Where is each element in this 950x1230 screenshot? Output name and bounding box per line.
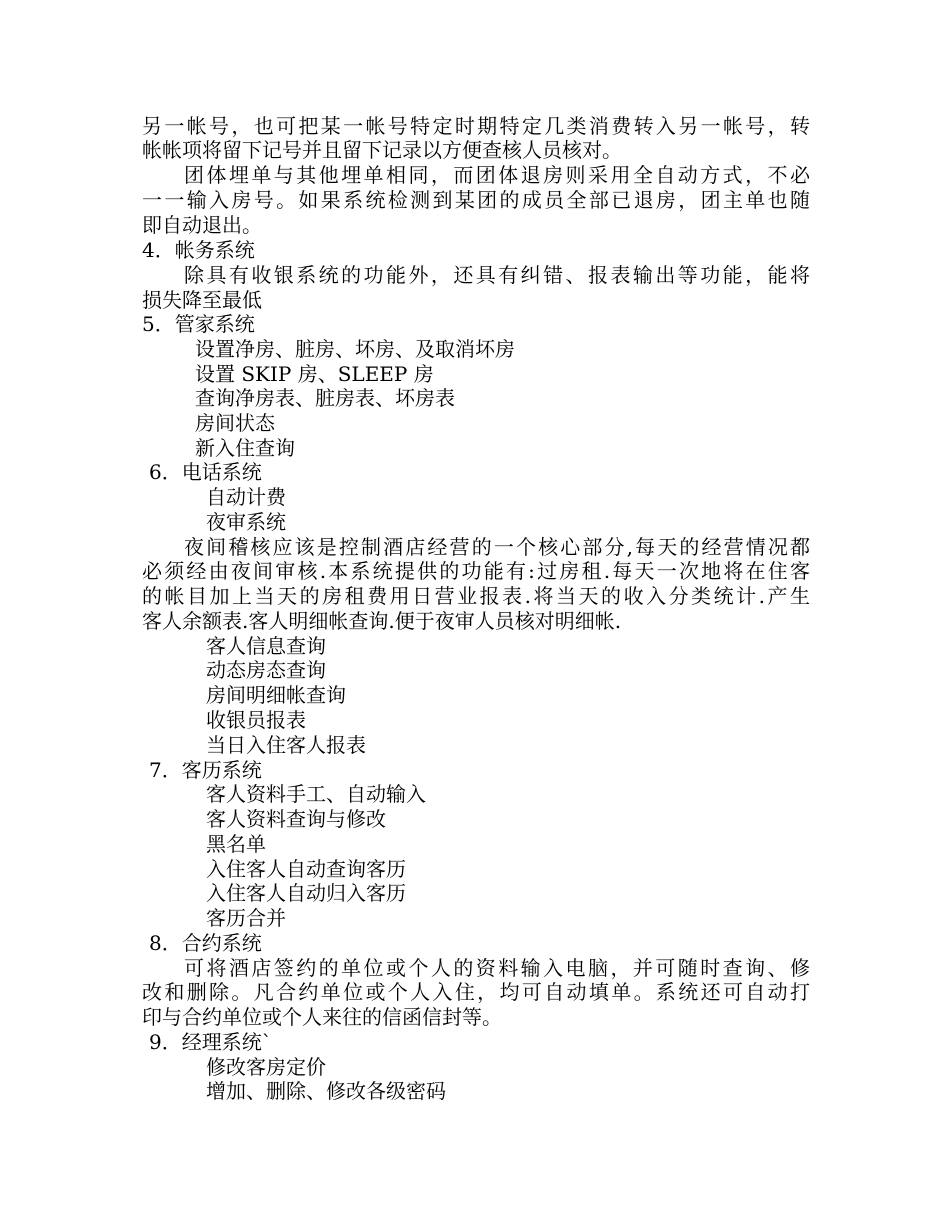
list-item: 查询净房表、脏房表、坏房表 <box>195 386 455 410</box>
list-item: 房间明细帐查询 <box>206 683 346 707</box>
list-item: 增加、删除、修改各级密码 <box>206 1079 446 1103</box>
section-heading: 8．合约系统 <box>149 931 262 955</box>
section-heading: 4．帐务系统 <box>142 238 255 262</box>
list-item: 动态房态查询 <box>206 658 326 682</box>
list-item: 黑名单 <box>206 832 266 856</box>
text-line: 夜间稽核应该是控制酒店经营的一个核心部分,每天的经营情况都 <box>184 535 810 559</box>
text-line: 除具有收银系统的功能外，还具有纠错、报表输出等功能，能将 <box>184 263 810 287</box>
list-item: 客人资料查询与修改 <box>206 807 386 831</box>
list-item: 客人信息查询 <box>206 634 326 658</box>
section-heading: 9．经理系统` <box>149 1030 272 1054</box>
list-item: 当日入住客人报表 <box>206 733 366 757</box>
text-line: 印与合约单位或个人来往的信函信封等。 <box>142 1005 502 1029</box>
list-item: 修改客房定价 <box>206 1055 326 1079</box>
list-item: 设置净房、脏房、坏房、及取消坏房 <box>195 337 515 361</box>
list-item: 客历合并 <box>206 906 286 930</box>
list-item: 入住客人自动查询客历 <box>206 857 406 881</box>
text-line: 团体埋单与其他埋单相同，而团体退房则采用全自动方式，不必 <box>184 163 810 187</box>
text-line: 的帐目加上当天的房租费用日营业报表.将当天的收入分类统计.产生 <box>142 584 810 608</box>
list-item: 房间状态 <box>195 411 275 435</box>
text-line: 改和删除。凡合约单位或个人入住，均可自动填单。系统还可自动打 <box>142 980 810 1004</box>
text-line: 另一帐号，也可把某一帐号特定时期特定几类消费转入另一帐号，转 <box>142 114 810 138</box>
text-line: 一一输入房号。如果系统检测到某团的成员全部已退房，团主单也随 <box>142 188 810 212</box>
section-heading: 5．管家系统 <box>142 312 255 336</box>
list-item: 设置 SKIP 房、SLEEP 房 <box>195 362 434 386</box>
list-item: 入住客人自动归入客历 <box>206 881 406 905</box>
list-item: 新入住查询 <box>195 436 295 460</box>
list-item: 收银员报表 <box>206 708 306 732</box>
text-line: 可将酒店签约的单位或个人的资料输入电脑，并可随时查询、修 <box>184 956 810 980</box>
text-line: 客人余额表.客人明细帐查询.便于夜审人员核对明细帐. <box>142 609 622 633</box>
text-line: 帐帐项将留下记号并且留下记录以方便查核人员核对。 <box>142 138 622 162</box>
list-item: 客人资料手工、自动输入 <box>206 782 426 806</box>
section-heading: 7．客历系统 <box>149 758 262 782</box>
section-heading: 6．电话系统 <box>149 460 262 484</box>
text-line: 即自动退出。 <box>142 213 262 237</box>
text-line: 损失降至最低 <box>142 288 262 312</box>
text-line: 必须经由夜间审核.本系统提供的功能有:过房租.每天一次地将在住客 <box>142 559 810 583</box>
list-item: 自动计费 <box>206 485 286 509</box>
list-item: 夜审系统 <box>206 510 286 534</box>
